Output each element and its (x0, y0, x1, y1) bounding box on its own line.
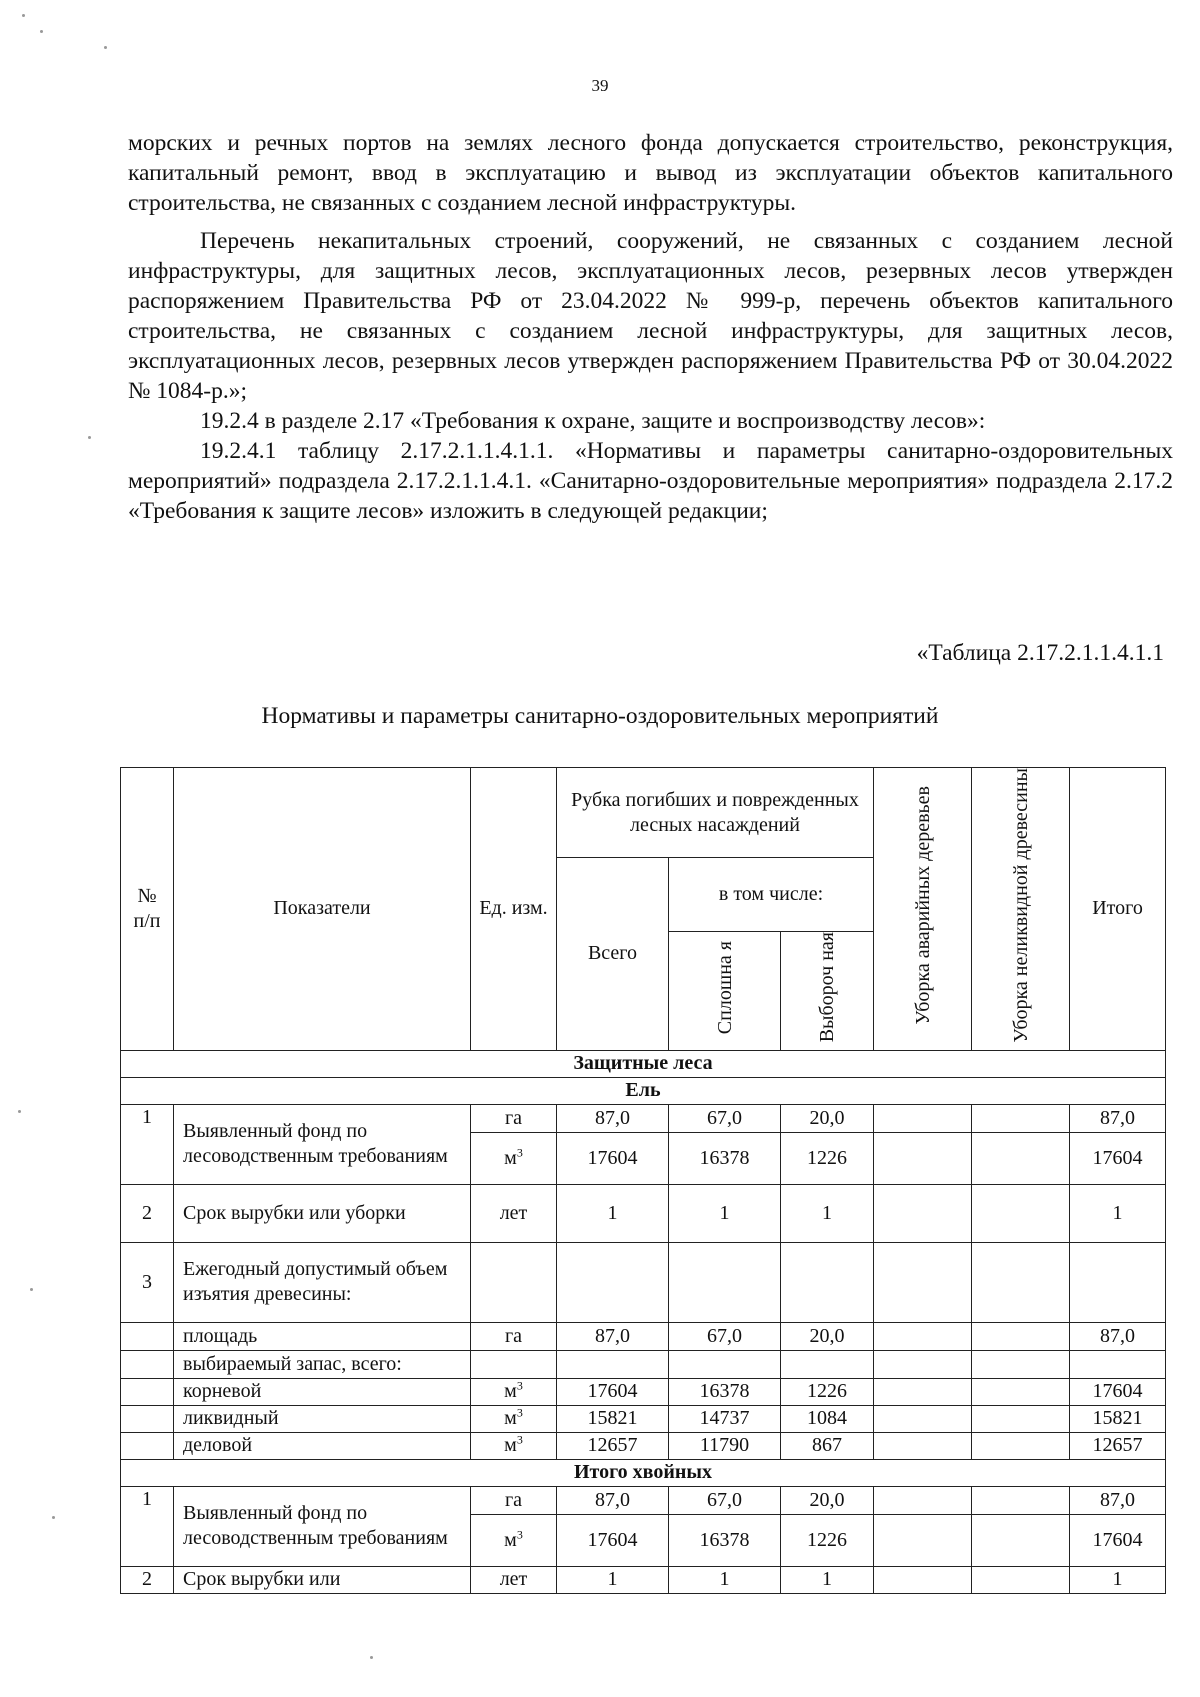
value-cell: 87,0 (557, 1322, 669, 1350)
empty-cell (121, 1405, 174, 1432)
value-cell: 17604 (1070, 1378, 1166, 1405)
unit-cell: лет (471, 1184, 557, 1242)
empty-cell (874, 1350, 972, 1378)
value-cell: 20,0 (781, 1486, 874, 1514)
table-row (121, 1432, 1166, 1459)
section-spruce: Ель (121, 1077, 1166, 1104)
empty-cell (874, 1104, 972, 1132)
value-cell: 1084 (781, 1405, 874, 1432)
value-cell: 17604 (557, 1378, 669, 1405)
unit-text: м (504, 1146, 517, 1169)
empty-cell (874, 1432, 972, 1459)
indicator-term: Срок вырубки или (174, 1566, 471, 1593)
header-selective-text: Выбороч ная (816, 932, 838, 1043)
empty-cell (121, 1432, 174, 1459)
row-number: 3 (121, 1242, 174, 1322)
unit-cell: га (471, 1486, 557, 1514)
empty-cell (972, 1378, 1070, 1405)
table-row (121, 1184, 1166, 1242)
empty-cell (874, 1378, 972, 1405)
value-cell: 867 (781, 1432, 874, 1459)
table-row (121, 1378, 1166, 1405)
empty-cell (874, 1322, 972, 1350)
empty-cell (972, 1132, 1070, 1184)
value-cell: 15821 (557, 1405, 669, 1432)
value-cell: 1226 (781, 1378, 874, 1405)
empty-cell (972, 1242, 1070, 1322)
header-illiquid-text: Уборка неликвидной древесины (1009, 768, 1032, 1043)
empty-cell (557, 1242, 669, 1322)
unit-cell: га (471, 1322, 557, 1350)
value-cell: 16378 (669, 1132, 781, 1184)
table-row (121, 1104, 1166, 1132)
empty-cell (972, 1405, 1070, 1432)
indicator-fund: Выявленный фонд по лесоводственным требованиям (174, 1486, 471, 1566)
value-cell: 14737 (669, 1405, 781, 1432)
indicator-fund: Выявленный фонд по лесоводственным требованиям (174, 1104, 471, 1184)
header-felling: Рубка погибших и поврежденных лесных насаждений (557, 768, 874, 858)
header-selective (781, 932, 874, 1050)
value-cell: 1 (669, 1184, 781, 1242)
body-text (128, 128, 1173, 526)
indicator-term: Срок вырубки или уборки (174, 1184, 471, 1242)
empty-cell (874, 1405, 972, 1432)
table-row (121, 1350, 1166, 1378)
scan-speck (22, 14, 25, 17)
value-cell: 12657 (1070, 1432, 1166, 1459)
empty-cell (781, 1350, 874, 1378)
row-number: 1 (121, 1104, 174, 1184)
value-cell: 15821 (1070, 1405, 1166, 1432)
value-cell: 20,0 (781, 1104, 874, 1132)
value-cell: 1 (557, 1566, 669, 1593)
value-cell: 12657 (557, 1432, 669, 1459)
empty-cell (557, 1350, 669, 1378)
empty-cell (972, 1184, 1070, 1242)
header-emergency-text: Уборка аварийных деревьев (911, 785, 934, 1025)
empty-cell (471, 1350, 557, 1378)
table-row (121, 1242, 1166, 1322)
empty-cell (781, 1242, 874, 1322)
header-clear (669, 932, 781, 1050)
unit-superscript: 3 (516, 1144, 523, 1159)
row-number: 1 (121, 1486, 174, 1566)
unit-superscript: 3 (516, 1405, 523, 1420)
paragraph-4: 19.2.4.1 таблицу 2.17.2.1.1.4.1.1. «Нормативы и параметры санитарно-оздоровительных мероприятий» подраздела 2.17.2.1.1.4.1. «Санитарно-оздоровительные мероприятия» подраздела 2.17.2 «Требования к защите лесов» изложить в следующей редакции; (128, 438, 1173, 524)
empty-cell (471, 1242, 557, 1322)
empty-cell (972, 1566, 1070, 1593)
value-cell: 1226 (781, 1132, 874, 1184)
empty-cell (874, 1242, 972, 1322)
table-row (121, 1405, 1166, 1432)
empty-cell (121, 1350, 174, 1378)
value-cell: 87,0 (557, 1104, 669, 1132)
page-number: 39 (591, 76, 609, 95)
empty-cell (874, 1486, 972, 1514)
unit-superscript: 3 (516, 1432, 523, 1447)
value-cell: 67,0 (669, 1486, 781, 1514)
scan-speck (18, 1110, 21, 1113)
value-cell: 11790 (669, 1432, 781, 1459)
empty-cell (972, 1486, 1070, 1514)
section-row (121, 1459, 1166, 1486)
value-cell: 1 (669, 1566, 781, 1593)
value-cell: 1 (781, 1184, 874, 1242)
value-cell: 87,0 (1070, 1104, 1166, 1132)
header-including: в том числе: (669, 858, 874, 932)
empty-cell (972, 1350, 1070, 1378)
paragraph-3: 19.2.4 в разделе 2.17 «Требования к охране, защите и воспроизводству лесов»: (200, 408, 986, 434)
empty-cell (972, 1514, 1070, 1566)
table-reference: «Таблица 2.17.2.1.1.4.1.1 (916, 640, 1164, 666)
value-cell: 67,0 (669, 1322, 781, 1350)
section-row (121, 1050, 1166, 1077)
empty-cell (972, 1322, 1070, 1350)
indicator-business: деловой (174, 1432, 471, 1459)
unit-cell (471, 1132, 557, 1184)
unit-cell (471, 1432, 557, 1459)
empty-cell (972, 1104, 1070, 1132)
unit-cell (471, 1378, 557, 1405)
indicator-area: площадь (174, 1322, 471, 1350)
empty-cell (874, 1184, 972, 1242)
header-indicators: Показатели (174, 768, 471, 1051)
indicator-liquid: ликвидный (174, 1405, 471, 1432)
header-unit: Ед. изм. (471, 768, 557, 1051)
empty-cell (874, 1132, 972, 1184)
section-conifers: Итого хвойных (121, 1459, 1166, 1486)
unit-cell: лет (471, 1566, 557, 1593)
unit-text: м (504, 1407, 517, 1430)
table-row (121, 1322, 1166, 1350)
value-cell: 16378 (669, 1514, 781, 1566)
header-emergency (874, 768, 972, 1051)
indicator-annual: Ежегодный допустимый объем изъятия древесины: (174, 1242, 471, 1322)
section-row (121, 1077, 1166, 1104)
value-cell: 1226 (781, 1514, 874, 1566)
value-cell: 17604 (1070, 1132, 1166, 1184)
unit-cell: га (471, 1104, 557, 1132)
value-cell: 1 (557, 1184, 669, 1242)
value-cell: 87,0 (1070, 1486, 1166, 1514)
header-clear-text: Сплошна я (713, 940, 736, 1035)
scan-speck (40, 30, 43, 33)
value-cell: 1 (1070, 1566, 1166, 1593)
indicator-stock: выбираемый запас, всего: (174, 1350, 471, 1378)
value-cell: 16378 (669, 1378, 781, 1405)
header-total: Всего (557, 858, 669, 1051)
value-cell: 17604 (1070, 1514, 1166, 1566)
unit-superscript: 3 (516, 1526, 523, 1541)
header-row-1 (121, 768, 1166, 858)
scan-speck (104, 46, 107, 49)
empty-cell (669, 1350, 781, 1378)
header-num: № п/п (121, 768, 174, 1051)
unit-cell (471, 1514, 557, 1566)
value-cell: 87,0 (1070, 1322, 1166, 1350)
scan-speck (88, 436, 91, 439)
value-cell: 67,0 (669, 1104, 781, 1132)
empty-cell (121, 1378, 174, 1405)
empty-cell (121, 1322, 174, 1350)
table-row (121, 1566, 1166, 1593)
unit-cell (471, 1405, 557, 1432)
value-cell: 17604 (557, 1514, 669, 1566)
indicator-root: корневой (174, 1378, 471, 1405)
paragraph-1: морских и речных портов на землях лесного фонда допускается строительство, реконструкция, капитальный ремонт, ввод в эксплуатацию и вывод из эксплуатации объектов капитального строительства, не связанных с созданием лесной инфраструктуры. (128, 130, 1173, 216)
header-itogo: Итого (1070, 768, 1166, 1051)
empty-cell (874, 1514, 972, 1566)
empty-cell (1070, 1242, 1166, 1322)
row-number: 2 (121, 1566, 174, 1593)
table-row (121, 1486, 1166, 1514)
value-cell: 87,0 (557, 1486, 669, 1514)
scan-speck (370, 1656, 373, 1659)
table-title: Нормативы и параметры санитарно-оздоровительных мероприятий (261, 703, 939, 729)
header-illiquid (972, 768, 1070, 1051)
row-number: 2 (121, 1184, 174, 1242)
value-cell: 1 (781, 1566, 874, 1593)
norms-table (120, 767, 1166, 1594)
empty-cell (1070, 1350, 1166, 1378)
unit-text: м (504, 1528, 517, 1551)
scan-speck (52, 1516, 55, 1519)
section-protective: Защитные леса (121, 1050, 1166, 1077)
empty-cell (972, 1432, 1070, 1459)
value-cell: 1 (1070, 1184, 1166, 1242)
unit-superscript: 3 (516, 1378, 523, 1393)
empty-cell (874, 1566, 972, 1593)
unit-text: м (504, 1434, 517, 1457)
value-cell: 17604 (557, 1132, 669, 1184)
empty-cell (669, 1242, 781, 1322)
value-cell: 20,0 (781, 1322, 874, 1350)
scan-speck (30, 1288, 33, 1291)
paragraph-2: Перечень некапитальных строений, сооружений, не связанных с созданием лесной инфраструктуры, для защитных лесов, эксплуатационных лесов, резервных лесов утвержден распоряжением Правительства РФ от 23.04.2022 № 999-р, перечень объектов капитального строительства, не связанных с созданием лесной инфраструктуры, для защитных лесов, эксплуатационных лесов, резервных лесов утвержден распоряжением Правительства РФ от 30.04.2022 № 1084-р.»; (128, 228, 1173, 404)
unit-text: м (504, 1380, 517, 1403)
